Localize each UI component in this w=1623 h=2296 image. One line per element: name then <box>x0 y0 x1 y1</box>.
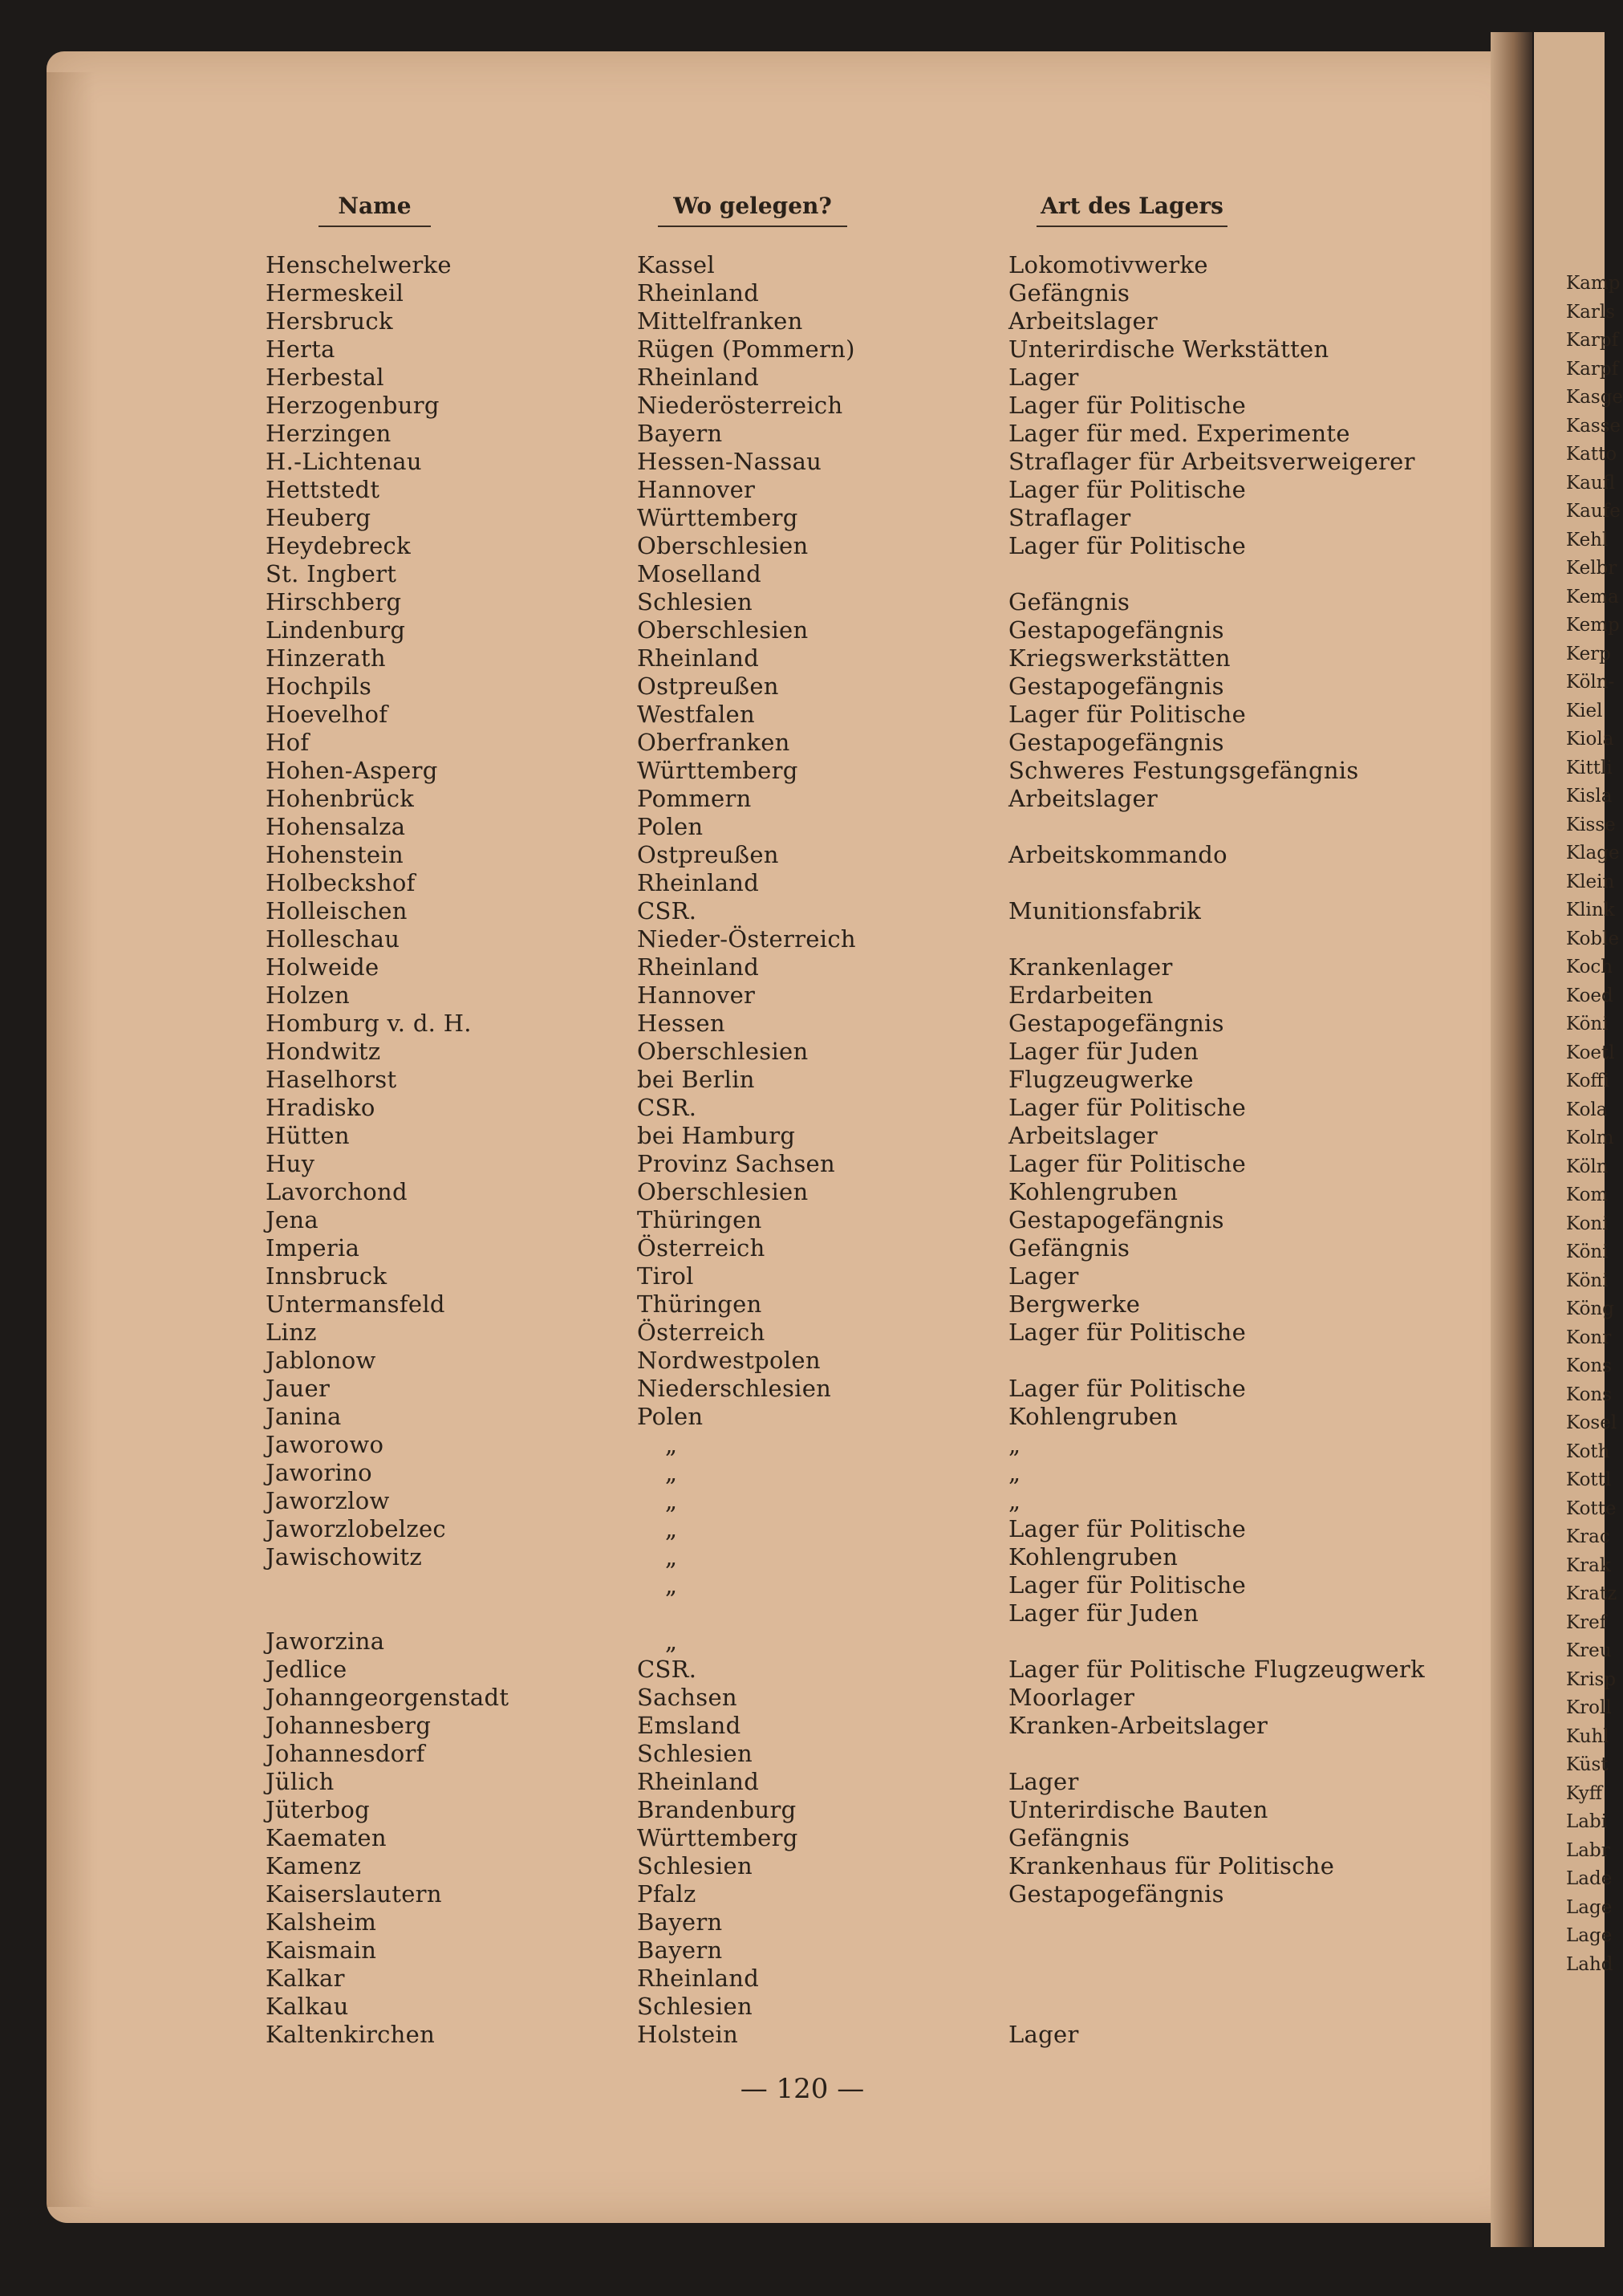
camp-name: Innsbruck <box>266 1262 387 1290</box>
camp-type: Arbeitslager <box>1008 785 1158 812</box>
camp-type: Lager <box>1008 364 1079 391</box>
camp-name: Jaworowo <box>266 1431 384 1458</box>
camp-type: Lager für Politische Flugzeugwerk <box>1008 1656 1425 1683</box>
camp-type <box>1008 1993 1425 2021</box>
camp-location: „ <box>665 1459 678 1486</box>
camp-name: Kalkar <box>266 1965 345 1992</box>
camp-type: Kranken-Arbeitslager <box>1008 1712 1268 1739</box>
camp-name: Kalsheim <box>266 1908 377 1936</box>
camp-name: H.-Lichtenau <box>266 448 422 475</box>
camp-location: Rheinland <box>637 1768 760 1795</box>
adjacent-page-word: Koni <box>1566 1213 1609 1234</box>
adjacent-page-word: Krac <box>1566 1526 1610 1547</box>
camp-type: Gestapogefängnis <box>1008 1206 1224 1233</box>
camp-location: Mittelfranken <box>637 307 803 335</box>
camp-location: Pfalz <box>637 1880 696 1908</box>
camp-location: Rheinland <box>637 1965 760 1992</box>
adjacent-page-word: Klage <box>1566 843 1620 864</box>
camp-name: Holleischen <box>266 897 408 924</box>
camp-type: Lager <box>1008 1768 1079 1795</box>
camp-location: Oberschlesien <box>637 532 809 559</box>
camp-type: Unterirdische Bauten <box>1008 1796 1268 1823</box>
camp-name: Janina <box>266 1403 342 1430</box>
camp-type: Arbeitskommando <box>1008 841 1227 868</box>
adjacent-page-word: Koble <box>1566 928 1620 949</box>
camp-type: „ <box>1008 1459 1021 1486</box>
camp-location: bei Hamburg <box>637 1122 796 1149</box>
camp-type: Flugzeugwerke <box>1008 1066 1194 1093</box>
adjacent-page-word: Koch <box>1566 957 1613 977</box>
camp-type: Krankenhaus für Politische <box>1008 1852 1335 1879</box>
camp-location: Rügen (Pommern) <box>637 335 855 363</box>
camp-name: Hersbruck <box>266 307 393 335</box>
adjacent-page-word: Karpf <box>1566 330 1619 351</box>
camp-type: Lager für Politische <box>1008 476 1247 503</box>
camp-name: Johannesberg <box>266 1712 432 1739</box>
camp-type: Gefängnis <box>1008 1824 1130 1851</box>
camp-location: Österreich <box>637 1234 765 1262</box>
camp-location <box>637 1599 856 1628</box>
camp-location: Schlesien <box>637 588 753 616</box>
adjacent-page-word: Lage <box>1566 1925 1613 1946</box>
camp-location: Hessen <box>637 1010 725 1037</box>
camp-type: Schweres Festungsgefängnis <box>1008 757 1359 784</box>
adjacent-page-word: Kom <box>1566 1185 1609 1205</box>
adjacent-page-word: Karpf <box>1566 358 1619 380</box>
adjacent-page-word: Kittli <box>1566 757 1613 778</box>
camp-name: Homburg v. d. H. <box>266 1010 472 1037</box>
camp-type: Kohlengruben <box>1008 1178 1179 1205</box>
camp-type: Munitionsfabrik <box>1008 897 1202 924</box>
header-underline-location <box>658 226 847 227</box>
adjacent-page-word: Koetl <box>1566 1042 1615 1063</box>
camp-name: Haselhorst <box>266 1066 397 1093</box>
adjacent-page-word: Kasse <box>1566 415 1621 437</box>
adjacent-page-word: Kottl <box>1566 1469 1612 1490</box>
camp-location: Württemberg <box>637 504 798 531</box>
camp-name: Herbestal <box>266 364 384 391</box>
adjacent-page-word: Kelbr <box>1566 558 1617 579</box>
camp-type: Lager <box>1008 2021 1079 2048</box>
camp-type: Gestapogefängnis <box>1008 1880 1224 1908</box>
camp-location: Rheinland <box>637 869 760 896</box>
adjacent-page-word: Köln- <box>1566 672 1615 693</box>
camp-name: Heuberg <box>266 504 371 531</box>
adjacent-page-word: Kerp <box>1566 643 1611 664</box>
camp-type: Kriegswerkstätten <box>1008 644 1231 672</box>
camp-name: Hirschberg <box>266 588 402 616</box>
camp-type: Lager für Juden <box>1008 1599 1199 1627</box>
camp-type: Lager für Politische <box>1008 1515 1247 1542</box>
adjacent-page-word: Kema <box>1566 586 1619 608</box>
camp-type <box>1008 1936 1425 1965</box>
book-gutter <box>1491 32 1532 2247</box>
camp-type: Gefängnis <box>1008 1234 1130 1262</box>
camp-location-column <box>637 251 856 2049</box>
camp-type: Lager für Politische <box>1008 532 1247 559</box>
camp-name: Jaworino <box>266 1459 372 1486</box>
camp-location: Bayern <box>637 420 723 447</box>
camp-name: St. Ingbert <box>266 560 397 587</box>
camp-name: Untermansfeld <box>266 1290 445 1318</box>
camp-name: Holweide <box>266 953 379 981</box>
camp-location: CSR. <box>637 1656 697 1683</box>
camp-location: „ <box>665 1628 678 1655</box>
camp-name: Jaworzina <box>266 1628 385 1655</box>
camp-location: Rheinland <box>637 644 760 672</box>
camp-location: Bayern <box>637 1936 723 1964</box>
adjacent-page-word: Kehl <box>1566 529 1609 551</box>
camp-type: „ <box>1008 1487 1021 1514</box>
adjacent-page-word: Kolm <box>1566 1128 1614 1148</box>
camp-name: Imperia <box>266 1234 360 1262</box>
adjacent-page-word: Labr <box>1566 1839 1610 1861</box>
camp-location: Rheinland <box>637 364 760 391</box>
camp-name: Holzen <box>266 981 350 1009</box>
camp-type: Lager für Politische <box>1008 1150 1247 1177</box>
camp-name: Hohenbrück <box>266 785 415 812</box>
adjacent-page-word: Labi <box>1566 1811 1608 1832</box>
adjacent-page-word: Köni <box>1566 1270 1609 1291</box>
adjacent-page-word: Konr <box>1566 1327 1612 1348</box>
camp-name: Hohensalza <box>266 813 406 840</box>
camp-name: Henschelwerke <box>266 251 452 278</box>
camp-location: Sachsen <box>637 1684 737 1711</box>
camp-type: Krankenlager <box>1008 953 1173 981</box>
camp-location: Hannover <box>637 981 756 1009</box>
adjacent-page-word: Kaufl <box>1566 472 1616 494</box>
camp-location: Hannover <box>637 476 756 503</box>
camp-location: Tirol <box>637 1262 694 1290</box>
camp-location: Kassel <box>637 251 715 278</box>
camp-type: Straflager für Arbeitsverweigerer <box>1008 448 1415 475</box>
adjacent-page-word: Klein <box>1566 871 1615 892</box>
camp-location: Polen <box>637 813 704 840</box>
camp-location: Niederösterreich <box>637 392 843 419</box>
camp-location: „ <box>665 1431 678 1458</box>
camp-location: Ostpreußen <box>637 841 779 868</box>
camp-name: Jena <box>266 1206 319 1233</box>
camp-location: Ostpreußen <box>637 673 779 700</box>
adjacent-page-word: Kons <box>1566 1355 1613 1376</box>
camp-name <box>266 1599 509 1628</box>
column-header-name: Name <box>338 193 412 219</box>
camp-name-column <box>266 251 509 2049</box>
adjacent-page-word: Krisp <box>1566 1668 1617 1690</box>
camp-name: Hradisko <box>266 1094 375 1121</box>
camp-location: Rheinland <box>637 279 760 307</box>
camp-location: Thüringen <box>637 1290 762 1318</box>
camp-location: Westfalen <box>637 701 755 728</box>
camp-location: Schlesien <box>637 1852 753 1879</box>
camp-name: Hettstedt <box>266 476 380 503</box>
camp-type: Lager für Politische <box>1008 1094 1247 1121</box>
camp-type: Gefängnis <box>1008 279 1130 307</box>
adjacent-page-word: Kref <box>1566 1611 1607 1633</box>
camp-location: Brandenburg <box>637 1796 797 1823</box>
camp-name: Kaltenkirchen <box>266 2021 436 2048</box>
camp-type: Gestapogefängnis <box>1008 1010 1224 1037</box>
adjacent-page-word: Kemp <box>1566 615 1620 636</box>
camp-location: Österreich <box>637 1319 765 1346</box>
camp-type <box>1008 560 1425 588</box>
camp-type: Gestapogefängnis <box>1008 616 1224 644</box>
camp-name: Kaiserslautern <box>266 1880 442 1908</box>
camp-name: Jülich <box>266 1768 335 1795</box>
adjacent-page-word: Köni <box>1566 1241 1609 1262</box>
camp-name: Johannesdorf <box>266 1740 425 1767</box>
adjacent-page-word: Kiel <box>1566 700 1603 721</box>
camp-name: Jedlice <box>266 1656 347 1683</box>
adjacent-page-word: Kisse <box>1566 814 1616 835</box>
adjacent-page-word: Koffi <box>1566 1071 1610 1091</box>
camp-location: Schlesien <box>637 1740 753 1767</box>
camp-type <box>1008 1908 1425 1936</box>
camp-type <box>1008 869 1425 897</box>
camp-location: Niederschlesien <box>637 1375 832 1402</box>
adjacent-page-word: Küst <box>1566 1754 1609 1775</box>
camp-name: Jawischowitz <box>266 1543 422 1571</box>
adjacent-page-word: Kroll <box>1566 1697 1612 1718</box>
camp-type: Erdarbeiten <box>1008 981 1154 1009</box>
camp-type: Lokomotivwerke <box>1008 251 1208 278</box>
camp-location: Württemberg <box>637 1824 798 1851</box>
adjacent-page-word: Kosel <box>1566 1412 1617 1433</box>
adjacent-page-word: Lahd <box>1566 1953 1613 1975</box>
camp-name: Jauer <box>266 1375 331 1402</box>
camp-name: Heydebreck <box>266 532 411 559</box>
camp-name: Hohenstein <box>266 841 404 868</box>
camp-location: Provinz Sachsen <box>637 1150 835 1177</box>
camp-type: Moorlager <box>1008 1684 1135 1711</box>
camp-location: Pommern <box>637 785 752 812</box>
adjacent-page-word: Katto <box>1566 444 1617 465</box>
camp-name: Kalkau <box>266 1993 349 2020</box>
camp-type: Lager für Politische <box>1008 1571 1247 1599</box>
camp-name: Linz <box>266 1319 317 1346</box>
camp-type: Lager für Politische <box>1008 1319 1247 1346</box>
camp-location: Polen <box>637 1403 704 1430</box>
camp-type: Lager <box>1008 1262 1079 1290</box>
adjacent-page-word: Kratz <box>1566 1583 1617 1604</box>
camp-type: Straflager <box>1008 504 1131 531</box>
camp-name: Holleschau <box>266 925 400 953</box>
camp-type: Unterirdische Werkstätten <box>1008 335 1329 363</box>
camp-type <box>1008 1347 1425 1375</box>
adjacent-page-word: Koth <box>1566 1441 1610 1462</box>
camp-name: Jüterbog <box>266 1796 370 1823</box>
camp-location: „ <box>665 1571 678 1599</box>
camp-type: Arbeitslager <box>1008 1122 1158 1149</box>
adjacent-page-word: Kotte <box>1566 1497 1617 1519</box>
camp-location: Hessen-Nassau <box>637 448 822 475</box>
camp-name: Hoevelhof <box>266 701 388 728</box>
adjacent-page-word: Kisla <box>1566 786 1613 807</box>
camp-name: Jablonow <box>266 1347 376 1374</box>
camp-name: Hermeskeil <box>266 279 404 307</box>
camp-name: Hütten <box>266 1122 350 1149</box>
camp-type: Lager für Politische <box>1008 701 1247 728</box>
camp-name: Hinzerath <box>266 644 386 672</box>
adjacent-page-word: Kuhl <box>1566 1725 1609 1747</box>
camp-type: Lager für Politische <box>1008 1375 1247 1402</box>
camp-type <box>1008 1965 1425 1993</box>
camp-name: Kamenz <box>266 1852 362 1879</box>
adjacent-page-word: Kola <box>1566 1099 1608 1120</box>
camp-type: Lager für Politische <box>1008 392 1247 419</box>
camp-location: Bayern <box>637 1908 723 1936</box>
camp-name <box>266 1571 509 1599</box>
adjacent-page-word: Kaufe <box>1566 501 1621 522</box>
camp-name: Hochpils <box>266 673 372 700</box>
camp-type <box>1008 1740 1425 1768</box>
page-edge-shadow <box>47 72 95 2207</box>
camp-name: Holbeckshof <box>266 869 416 896</box>
camp-name: Jaworzlow <box>266 1487 390 1514</box>
adjacent-page-word: Karls <box>1566 301 1616 323</box>
camp-name: Herta <box>266 335 335 363</box>
camp-name: Lindenburg <box>266 616 406 644</box>
camp-type: Gestapogefängnis <box>1008 673 1224 700</box>
camp-location: Moselland <box>637 560 761 587</box>
camp-location: Oberschlesien <box>637 1038 809 1065</box>
adjacent-page-word: Kreu <box>1566 1640 1612 1661</box>
adjacent-page-word: Lade <box>1566 1868 1613 1889</box>
adjacent-page-word: Kyff <box>1566 1782 1603 1804</box>
camp-type: Gestapogefängnis <box>1008 729 1224 756</box>
adjacent-page-edge <box>1534 32 1623 2247</box>
camp-type: Lager für med. Experimente <box>1008 420 1350 447</box>
camp-location: Emsland <box>637 1712 741 1739</box>
camp-name: Lavorchond <box>266 1178 408 1205</box>
adjacent-page-word: Köng <box>1566 1298 1614 1319</box>
adjacent-page-word: Köni <box>1566 1014 1609 1034</box>
camp-location: „ <box>665 1543 678 1571</box>
camp-type <box>1008 1628 1425 1656</box>
camp-type: Lager für Juden <box>1008 1038 1199 1065</box>
adjacent-page-word: Köln <box>1566 1156 1609 1177</box>
camp-location: Oberschlesien <box>637 1178 809 1205</box>
camp-location: „ <box>665 1487 678 1514</box>
camp-location: Württemberg <box>637 757 798 784</box>
camp-type <box>1008 925 1425 953</box>
camp-location: Thüringen <box>637 1206 762 1233</box>
header-underline-type <box>1037 226 1227 227</box>
camp-name: Hohen-Asperg <box>266 757 438 784</box>
page-number: — 120 — <box>740 2073 865 2105</box>
camp-type-column <box>1008 251 1425 2049</box>
adjacent-page-word: Kamp <box>1566 273 1621 294</box>
camp-type: Kohlengruben <box>1008 1543 1179 1571</box>
adjacent-page-word: Kasge <box>1566 387 1623 408</box>
camp-type: „ <box>1008 1431 1021 1458</box>
camp-location: Schlesien <box>637 1993 753 2020</box>
camp-location: Nordwestpolen <box>637 1347 821 1374</box>
camp-name: Kaismain <box>266 1936 377 1964</box>
camp-name: Kaematen <box>266 1824 387 1851</box>
camp-location: Rheinland <box>637 953 760 981</box>
adjacent-page-word: Krak <box>1566 1554 1611 1576</box>
camp-name: Hof <box>266 729 310 756</box>
adjacent-page-word: Lage <box>1566 1896 1613 1918</box>
camp-type: Bergwerke <box>1008 1290 1141 1318</box>
camp-type: Arbeitslager <box>1008 307 1158 335</box>
camp-location: Nieder-Österreich <box>637 925 856 953</box>
camp-name: Jaworzlobelzec <box>266 1515 446 1542</box>
camp-name: Huy <box>266 1150 315 1177</box>
camp-name: Herzogenburg <box>266 392 440 419</box>
camp-location: CSR. <box>637 897 697 924</box>
camp-name: Hondwitz <box>266 1038 381 1065</box>
camp-location: Oberfranken <box>637 729 790 756</box>
adjacent-page-word: Koed <box>1566 985 1613 1006</box>
camp-name: Johanngeorgenstadt <box>266 1684 509 1711</box>
header-underline-name <box>319 226 431 227</box>
camp-location: „ <box>665 1515 678 1542</box>
camp-name: Herzingen <box>266 420 392 447</box>
camp-location: CSR. <box>637 1094 697 1121</box>
column-header-location: Wo gelegen? <box>673 193 832 219</box>
adjacent-page-word: Kiola <box>1566 729 1614 750</box>
camp-location: Oberschlesien <box>637 616 809 644</box>
adjacent-page-word: Klink <box>1566 900 1615 920</box>
adjacent-page-word: Kons <box>1566 1384 1613 1405</box>
camp-location: Holstein <box>637 2021 739 2048</box>
camp-type: Gefängnis <box>1008 588 1130 616</box>
camp-location: bei Berlin <box>637 1066 755 1093</box>
camp-type <box>1008 813 1425 841</box>
column-header-type: Art des Lagers <box>1041 193 1223 219</box>
camp-type: Kohlengruben <box>1008 1403 1179 1430</box>
